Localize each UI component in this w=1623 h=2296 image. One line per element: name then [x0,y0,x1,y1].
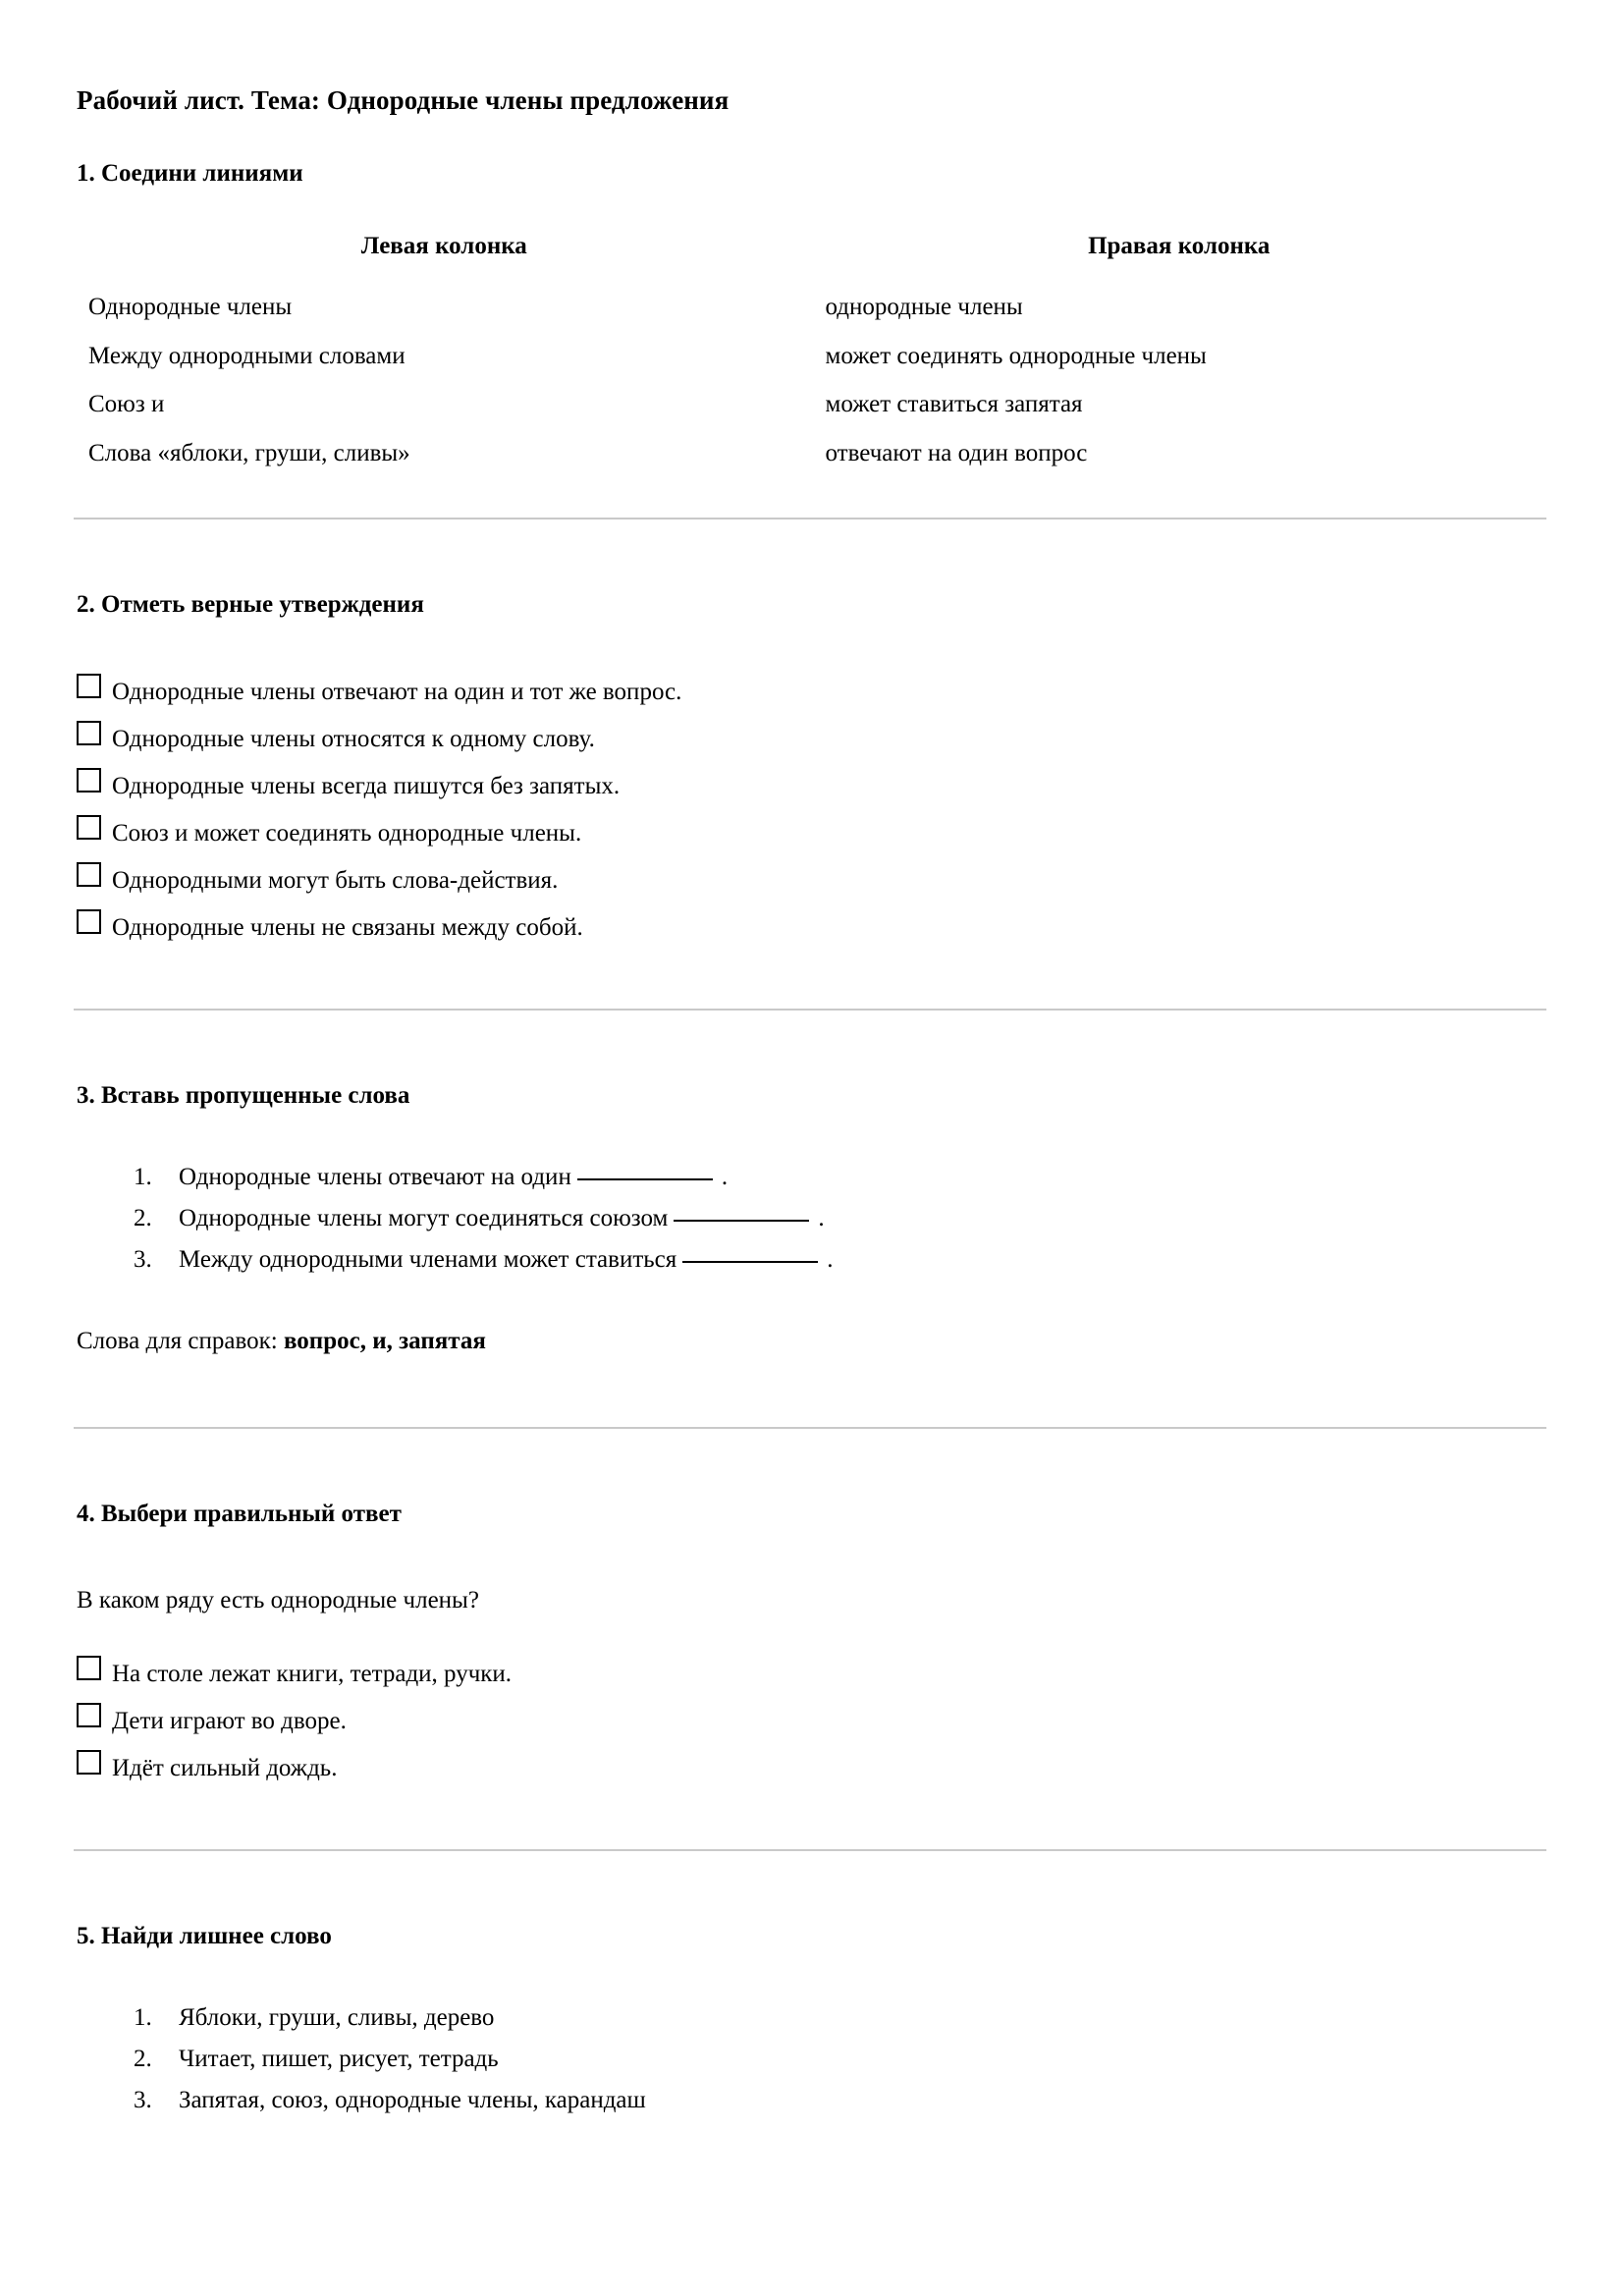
list-item[interactable] [134,2088,1546,2112]
spacer [77,940,1546,1009]
list-marker: 3. [134,1246,152,1274]
match-right-item[interactable]: может ставиться запятая [825,391,1083,418]
table-row[interactable] [77,332,1546,381]
section-4-heading: 4. Выбери правильный ответ [77,1501,402,1528]
list-marker: 1. [134,1164,152,1191]
list-item[interactable] [77,1704,1546,1751]
list-marker: 3. [134,2087,152,2114]
fill-sentence [179,1165,728,1189]
spacer [77,519,1546,588]
section-1 [77,157,1546,478]
match-right-item[interactable]: отвечают на один вопрос [825,440,1088,467]
spacer [77,622,1546,675]
blank-input[interactable] [682,1261,818,1263]
spacer [77,1358,1546,1427]
spacer [77,191,1546,230]
table-row[interactable] [77,429,1546,478]
fill-sentence [179,1206,825,1230]
blank-input[interactable] [577,1178,713,1180]
odd-word-text: Запятая, союз, однородные члены, карандаш [179,2087,646,2114]
sentence-text-before: Между однородными членами может ставиться [179,1246,677,1274]
list-item[interactable] [77,722,1546,769]
list-item[interactable] [134,1165,1546,1206]
match-left-item[interactable]: Союз и [88,391,165,418]
section-4 [77,1498,1546,1780]
statement-label: Однородные члены отвечают на один и тот же вопрос. [112,678,682,705]
section-2-heading: 2. Отметь верные утверждения [77,590,424,618]
list-item[interactable] [77,769,1546,816]
list-item[interactable] [134,2047,1546,2088]
match-right-item[interactable]: может соединять однородные члены [825,342,1207,369]
spacer [77,1780,1546,1849]
statement-label: Однородные члены не связаны между собой. [112,913,583,941]
table-row[interactable] [77,283,1546,332]
odd-word-list [77,2005,1546,2112]
page-title: Рабочий лист. Тема: Однородные члены предложения [77,85,730,115]
list-item[interactable] [134,1206,1546,1247]
sentence-text-before: Однородные члены могут соединяться союзом [179,1205,669,1232]
list-item[interactable] [77,816,1546,863]
statement-label: Однородными могут быть слова-действия. [112,866,559,894]
match-right-item[interactable]: однородные члены [825,293,1023,320]
checkbox-icon[interactable] [77,768,101,793]
match-left-item[interactable]: Однородные члены [88,293,293,320]
column-header-left [77,230,812,283]
section-3 [77,1079,1546,1359]
list-item[interactable] [77,675,1546,722]
section-5-heading: 5. Найди лишнее слово [77,1922,332,1949]
checkbox-icon[interactable] [77,815,101,840]
list-marker: 2. [134,1205,152,1232]
blank-input[interactable] [674,1220,809,1222]
spacer [77,1429,1546,1498]
list-item[interactable] [77,863,1546,910]
list-marker: 2. [134,2046,152,2073]
spacer [77,1112,1546,1165]
section-5 [77,1920,1546,2113]
spacer [77,1952,1546,2005]
section-1-heading: 1. Соедини линиями [77,160,303,188]
list-item[interactable] [77,1657,1546,1704]
option-label: На столе лежат книги, тетради, ручки. [112,1660,513,1687]
fill-sentence [179,1247,834,1272]
checkbox-icon[interactable] [77,674,101,698]
statements-checklist [77,675,1546,940]
table-header-row [77,230,1546,283]
sentence-text-after: . [818,1205,825,1232]
list-item[interactable] [134,2005,1546,2047]
statement-label: Союз и может соединять однородные члены. [112,819,582,847]
odd-word-text: Яблоки, груши, сливы, дерево [179,2004,495,2032]
spacer [77,1531,1546,1584]
answer-options-list [77,1657,1546,1780]
match-table-head [77,230,1546,283]
spacer [77,1272,1546,1325]
column-header-right [812,230,1547,283]
reference-words-line [77,1325,1546,1358]
section-3-heading: 3. Вставь пропущенные слова [77,1081,410,1109]
table-row[interactable] [77,380,1546,429]
list-marker: 1. [134,2004,152,2032]
section-4-question: В каком ряду есть однородные члены? [77,1586,479,1613]
statement-label: Однородные члены относятся к одному слову. [112,725,595,752]
spacer [77,1851,1546,1920]
list-item[interactable] [77,1751,1546,1780]
odd-word-text: Читает, пишет, рисует, тетрадь [179,2046,499,2073]
column-header-left-label: Левая колонка [360,233,527,260]
list-item[interactable] [134,1247,1546,1272]
option-label: Идёт сильный дождь. [112,1754,338,1781]
match-left-item[interactable]: Слова «яблоки, груши, сливы» [88,440,410,467]
sentence-text-after: . [827,1246,834,1274]
fill-blank-list [77,1165,1546,1272]
match-table [77,230,1546,478]
checkbox-icon[interactable] [77,721,101,745]
match-table-body [77,283,1546,478]
spacer [77,1617,1546,1657]
checkbox-icon[interactable] [77,1703,101,1727]
option-label: Дети играют во дворе. [112,1707,347,1734]
list-item[interactable] [77,910,1546,940]
statement-label: Однородные члены всегда пишутся без запятых. [112,772,621,799]
checkbox-icon[interactable] [77,909,101,934]
reference-words-value: вопрос, и, запятая [283,1328,486,1355]
spacer [77,118,1546,157]
spacer [77,478,1546,518]
sentence-text-after: . [721,1164,729,1191]
section-2 [77,588,1546,940]
checkbox-icon[interactable] [77,862,101,887]
spacer [77,1011,1546,1079]
column-header-right-label: Правая колонка [1088,233,1271,260]
reference-words-label: Слова для справок: [77,1328,278,1355]
sentence-text-before: Однородные члены отвечают на один [179,1164,571,1191]
match-left-item[interactable]: Между однородными словами [88,342,406,369]
checkbox-icon[interactable] [77,1656,101,1680]
checkbox-icon[interactable] [77,1750,101,1775]
